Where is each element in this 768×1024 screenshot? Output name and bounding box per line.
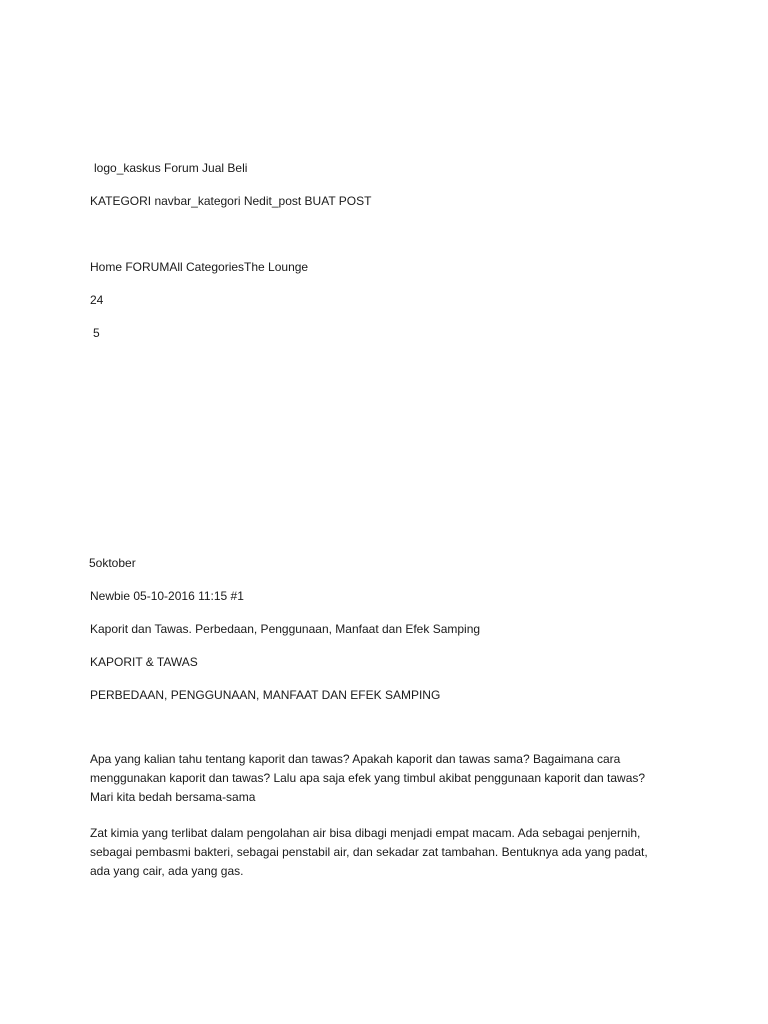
count-a: 24 bbox=[90, 293, 104, 307]
paragraph-line: Mari kita bedah bersama-sama bbox=[90, 790, 256, 804]
breadcrumb: Home FORUMAll CategoriesThe Lounge bbox=[90, 260, 309, 274]
post-paragraph-1 bbox=[90, 750, 680, 807]
post-meta: Newbie 05-10-2016 11:15 #1 bbox=[90, 589, 244, 603]
paragraph-line: ada yang cair, ada yang gas. bbox=[90, 864, 244, 878]
nav-line: KATEGORI navbar_kategori Nedit_post BUAT POST bbox=[90, 194, 372, 208]
date-badge: 5oktober bbox=[89, 556, 136, 570]
post-heading-1: KAPORIT & TAWAS bbox=[90, 655, 198, 669]
paragraph-line: sebagai pembasmi bakteri, sebagai penstabil air, dan sekadar zat tambahan. Bentuknya ada yang padat, bbox=[90, 845, 648, 859]
post-heading-2: PERBEDAAN, PENGGUNAAN, MANFAAT DAN EFEK SAMPING bbox=[90, 688, 441, 702]
post-title: Kaporit dan Tawas. Perbedaan, Penggunaan, Manfaat dan Efek Samping bbox=[90, 622, 481, 636]
paragraph-line: menggunakan kaporit dan tawas? Lalu apa saja efek yang timbul akibat penggunaan kaporit dan tawas? bbox=[90, 771, 646, 785]
paragraph-line: Zat kimia yang terlibat dalam pengolahan air bisa dibagi menjadi empat macam. Ada sebagai penjernih, bbox=[90, 826, 641, 840]
paragraph-line: Apa yang kalian tahu tentang kaporit dan tawas? Apakah kaporit dan tawas sama? Bagaimana cara bbox=[90, 752, 621, 766]
post-paragraph-2 bbox=[90, 824, 680, 881]
logo-line: logo_kaskus Forum Jual Beli bbox=[94, 161, 248, 175]
count-b: 5 bbox=[93, 326, 100, 340]
